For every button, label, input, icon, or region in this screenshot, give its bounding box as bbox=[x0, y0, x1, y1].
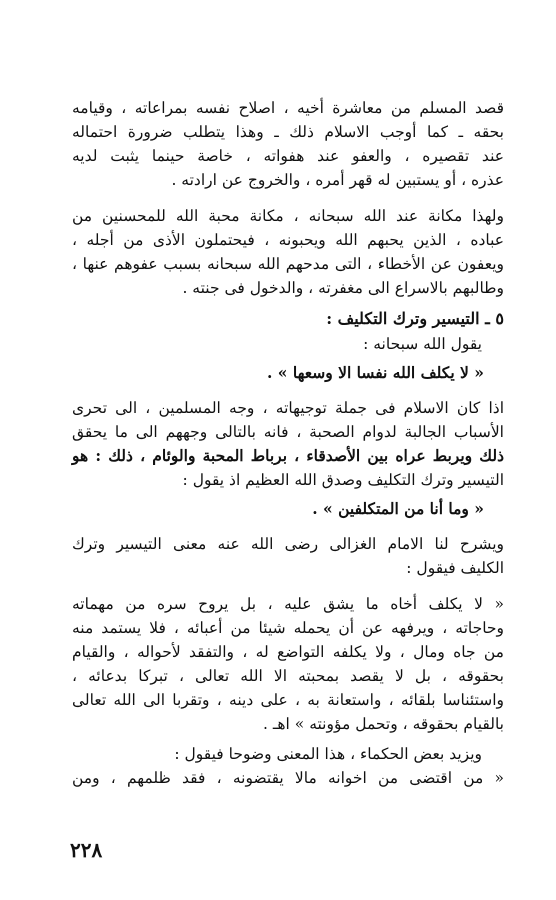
text-line: من جاه ومال ، ولا يكلفه التواضع له ، والتفقد لأحواله ، والقيام bbox=[72, 643, 504, 661]
text-line: ولهذا مكانة عند الله سبحانه ، مكانة محبة الله للمحسنين من bbox=[72, 207, 504, 225]
text-line: وحاجاته ، ويرفهه عن أن يحمله شيئا من أعبائه ، فلا يستمد منه bbox=[72, 619, 504, 637]
page-number: ٢٢٨ bbox=[70, 838, 103, 862]
text-line: بالقيام بحقوقه ، وتحمل مؤونته » اهـ . bbox=[262, 715, 504, 733]
text-line: الكليف فيقول : bbox=[406, 559, 504, 577]
paragraph-spacer bbox=[72, 192, 504, 204]
text-line: اذا كان الاسلام فى جملة توجيهاته ، وجه المسلمين ، الى تحرى bbox=[72, 399, 504, 417]
text-line: « من اقتضى من اخوانه مالا يقتضونه ، فقد ظلمهم ، ومن bbox=[72, 769, 504, 787]
text-line: ذلك ويربط عراه بين الأصدقاء ، برباط المحبة والوئام ، ذلك : هو bbox=[72, 446, 504, 465]
paragraph-ghazali-quote bbox=[72, 592, 504, 736]
paragraph-ease bbox=[72, 396, 504, 492]
text-line: ويعفون عن الأخطاء ، التى مدحهم الله سبحانه بسبب عفوهم عنها ، bbox=[72, 255, 504, 273]
text-line: بحقه ـ كما أوجب الاسلام ذلك ـ وهذا يتطلب ضرورة احتماله bbox=[72, 123, 504, 141]
text-line: عند تقصيره ، والعفو عند هفواته ، خاصة حينما يثبت لديه bbox=[72, 147, 504, 165]
text-line: عذره ، أو يستبين له قهر أمره ، والخروج عن ارادته . bbox=[171, 171, 504, 189]
text-line: ويشرح لنا الامام الغزالى رضى الله عنه معنى التيسير وترك bbox=[72, 535, 504, 553]
text-line: التيسير وترك التكليف وصدق الله العظيم اذ يقول : bbox=[182, 471, 504, 489]
section-heading: ٥ ـ التيسير وترك التكليف : bbox=[326, 309, 504, 328]
text-line: الأسباب الجالبة لدوام الصحبة ، فانه بالتالى وجههم الى ما يحقق bbox=[72, 423, 504, 441]
text-line: قصد المسلم من معاشرة أخيه ، اصلاح نفسه بمراعاته ، وقيامه bbox=[72, 99, 504, 117]
section-intro: يقول الله سبحانه : bbox=[363, 335, 482, 353]
text-line: وطالبهم بالاسراع الى مغفرته ، والدخول فى جنته . bbox=[182, 279, 504, 297]
text-line: « لا يكلف أخاه ما يشق عليه ، بل يروح سره من مهماته bbox=[72, 595, 504, 613]
paragraph-ghazali bbox=[72, 532, 504, 580]
paragraph-spacer bbox=[72, 580, 504, 592]
quran-quote: « لا يكلف الله نفسا الا وسعها » . bbox=[267, 363, 484, 382]
page-body bbox=[72, 96, 504, 790]
paragraph-forgiveness bbox=[72, 204, 504, 300]
quran-quote-second: « وما أنا من المتكلفين » . bbox=[312, 499, 484, 518]
text-line: ويزيد بعض الحكماء ، هذا المعنى وضوحا فيقول : bbox=[174, 745, 482, 763]
paragraph-wise-men bbox=[72, 742, 504, 790]
paragraph-reconciliation bbox=[72, 96, 504, 192]
text-line: واستئناسا بلقائه ، واستعانة به ، على دينه ، وتقربا الى الله تعالى bbox=[72, 691, 504, 709]
text-line: عباده ، الذين يحبهم الله ويحبونه ، فيحتملون الأذى من أجله ، bbox=[72, 231, 504, 249]
text-line: بحقوقه ، بل لا يقصد بمحبته الا الله تعالى ، تبركا بدعائه ، bbox=[72, 667, 504, 685]
